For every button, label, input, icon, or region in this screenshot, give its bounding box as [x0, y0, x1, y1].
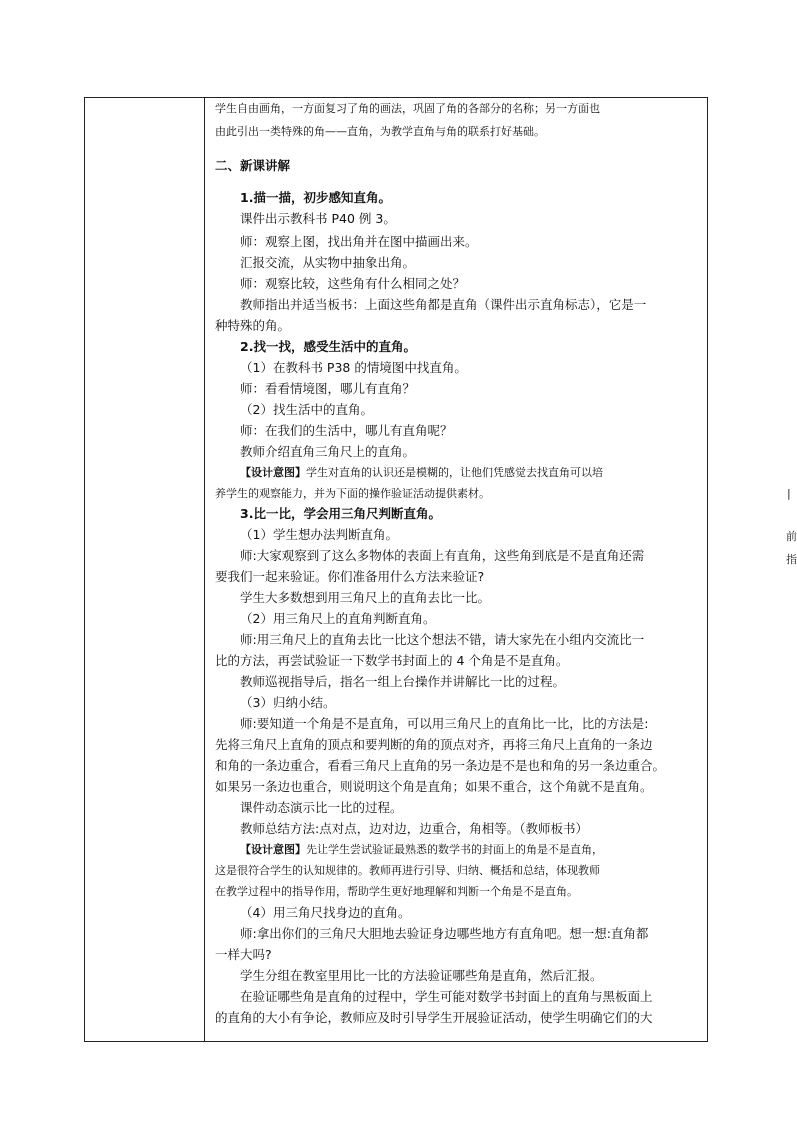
- design-intent-tag: 【设计意图】: [240, 466, 306, 479]
- text-line: 教师巡视指导后，指名一组上台操作并讲解比一比的过程。: [240, 674, 566, 689]
- text-line: 学生大多数想到用三角尺上的直角去比一比。: [240, 590, 491, 605]
- text-line: 师:大家观察到了这么多物体的表面上有直角，这些角到底是不是直角还需: [240, 548, 645, 563]
- lesson-table: [84, 97, 708, 1042]
- text-line: 的直角的大小有争论，教师应及时引导学生开展验证活动，使学生明确它们的大: [215, 1010, 653, 1025]
- text-line: 养学生的观察能力，并为下面的操作验证活动提供素材。: [215, 487, 490, 500]
- text-line: （1）在教科书 P38 的情境图中找直角。: [240, 360, 467, 375]
- text-line: 如果另一条边也重合，则说明这个角是直角；如果不重合，这个角就不是直角。: [215, 779, 653, 794]
- text-line: （1）学生想办法判断直角。: [240, 527, 398, 542]
- text-line: 在教学过程中的指导作用，帮助学生更好地理解和判断一个角是不是直角。: [215, 885, 578, 898]
- text-line: 课件动态演示比一比的过程。: [240, 800, 403, 815]
- text-line: 比的方法，再尝试验证一下数学书封面上的 4 个角是不是直角。: [215, 653, 569, 668]
- text-line: 教师指出并适当板书：上面这些角都是直角（课件出示直角标志），它是一: [240, 297, 647, 312]
- section-heading: 二、新课讲解: [215, 158, 291, 173]
- text-line: 要我们一起来验证。你们准备用什么方法来验证?: [215, 569, 485, 584]
- text-line: 课件出示教科书 P40 例 3。: [240, 211, 396, 226]
- design-intent-line: 【设计意图】先让学生尝试验证最熟悉的数学书的封面上的角是不是直角，: [240, 843, 603, 856]
- text-line: 师:用三角尺上的直角去比一比这个想法不错，请大家先在小组内交流比一: [240, 632, 645, 647]
- subsection-heading: 3.比一比，学会用三角尺判断直角。: [240, 506, 441, 521]
- column-divider: [204, 98, 205, 1041]
- text-line: （4）用三角尺找身边的直角。: [240, 905, 411, 920]
- edge-glyph: 前: [786, 530, 797, 543]
- text-line: 师:要知道一个角是不是直角，可以用三角尺上的直角比一比，比的方法是:: [240, 716, 649, 731]
- subsection-heading: 2.找一找，感受生活中的直角。: [240, 339, 416, 354]
- text-line: 师：观察上图，找出角并在图中描画出来。: [240, 234, 478, 249]
- text-line: （2）用三角尺上的直角判断直角。: [240, 611, 436, 626]
- design-intent-line: 【设计意图】学生对直角的认识还是模糊的，让他们凭感觉去找直角可以培: [240, 466, 603, 479]
- text-line: 种特殊的角。: [215, 318, 291, 333]
- text-line: 师：观察比较，这些角有什么相同之处？: [240, 276, 466, 291]
- text-line: 师：看看情境图，哪儿有直角？: [240, 381, 416, 396]
- text-line: 和角的一条边重合，看看三角尺上直角的另一条边是不是也和角的另一条边重合。: [215, 758, 666, 773]
- subsection-heading: 1.描一描，初步感知直角。: [240, 190, 391, 205]
- text-line: 学生自由画角，一方面复习了角的画法，巩固了角的各部分的名称；另一方面也: [215, 102, 600, 115]
- text-line: 在验证哪些角是直角的过程中，学生可能对数学书封面上的直角与黑板面上: [240, 989, 653, 1004]
- text-line: 学生分组在教室里用比一比的方法验证哪些角是直角，然后汇报。: [240, 968, 603, 983]
- text-line: 师:拿出你们的三角尺大胆地去验证身边哪些地方有直角吧。想一想:直角都: [240, 926, 649, 941]
- design-intent-tag: 【设计意图】: [240, 843, 306, 856]
- edge-glyph: 指: [786, 553, 797, 566]
- text-line: 教师介绍直角三角尺上的直角。: [240, 444, 416, 459]
- text-line: （2）找生活中的直角。: [240, 402, 373, 417]
- edge-mark: |: [787, 487, 791, 500]
- text-line: 教师总结方法:点对点，边对边，边重合，角相等。（教师板书）: [240, 821, 588, 836]
- text-line: 师：在我们的生活中，哪儿有直角呢？: [240, 423, 453, 438]
- text-line: 由此引出一类特殊的角——直角，为教学直角与角的联系打好基础。: [215, 125, 545, 138]
- text-line: 一样大吗?: [215, 947, 272, 962]
- text-line: 先将三角尺上直角的顶点和要判断的角的顶点对齐，再将三角尺上直角的一条边: [215, 737, 653, 752]
- text-line: （3）归纳小结。: [240, 695, 336, 710]
- text-line: 汇报交流，从实物中抽象出角。: [240, 255, 416, 270]
- text-line: 这是很符合学生的认知规律的。教师再进行引导、归纳、概括和总结，体现教师: [215, 864, 600, 877]
